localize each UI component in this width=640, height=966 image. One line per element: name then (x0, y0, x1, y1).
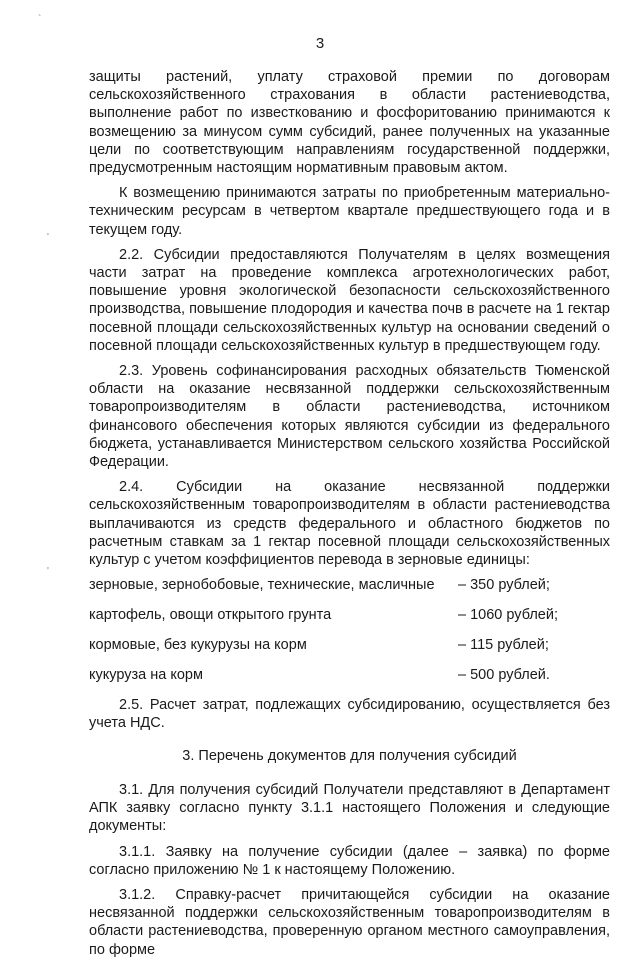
paragraph: 3.1. Для получения субсидий Получатели представляют в Департамент АПК заявку согласно пункту 3.1.1 настоящего Положения и следующие документы: (89, 781, 610, 835)
rates-list (89, 576, 610, 684)
paragraph: К возмещению принимаются затраты по приобретенным материально-техническим ресурсам в четвертом квартале предшествующего года и в текущем году. (89, 185, 610, 238)
page-number: 3 (315, 35, 325, 52)
paragraph: 2.2. Субсидии предоставляются Получателям в целях возмещения части затрат на проведение комплекса агротехнологических работ, повышение уровня экологической безопасности сельскохозяйственного производства, повышение плодородия и качества почв в расчете на 1 гектар посевной площади сельскохозяйственных культур на основании сведений о посевной площади сельскохозяйственных культур в предшествующем году. (89, 246, 610, 354)
rate-row (89, 636, 610, 654)
paragraph-2-5: 2.5. Расчет затрат, подлежащих субсидированию, осуществляется без учета НДС. (89, 697, 610, 732)
scan-mark-decoration: ' (47, 566, 49, 577)
rate-crop: картофель, овощи открытого грунта (89, 607, 332, 624)
rate-crop: кукуруза на корм (89, 667, 203, 684)
rate-value: – 500 рублей. (458, 667, 550, 684)
rate-row (89, 576, 610, 594)
paragraph-group-bottom (89, 781, 610, 959)
rate-value: – 350 рублей; (458, 577, 550, 594)
section-heading: 3. Перечень документов для получения субсидий (182, 747, 517, 764)
rate-crop: зерновые, зернобобовые, технические, масличные (89, 577, 435, 594)
paragraph: 3.1.1. Заявку на получение субсидии (далее – заявка) по форме согласно приложению № 1 к настоящему Положению. (89, 843, 610, 878)
rate-value: – 1060 рублей; (458, 607, 558, 624)
paragraph: 3.1.2. Справку-расчет причитающейся субсидии на оказание несвязанной поддержки сельскохозяйственным товаропроизводителям в области растениеводства, проверенную органом местного самоуправления, по форме (89, 886, 610, 958)
document-body (89, 68, 610, 966)
paragraph: 2.3. Уровень софинансирования расходных обязательств Тюменской области на оказание несвязанной поддержки сельскохозяйственным товаропроизводителям в области растениеводства, источником финансового обеспечения которых являются субсидии из федерального бюджета, устанавливается Министерством сельского хозяйства Российской Федерации. (89, 363, 610, 471)
paragraph: 2.4. Субсидии на оказание несвязанной поддержки сельскохозяйственным товаропроизводителям в области растениеводства выплачиваются из средств федерального и областного бюджетов по расчетным ставкам за 1 гектар посевной площади сельскохозяйственных культур с учетом коэффициентов перевода в зерновые единицы: (89, 479, 610, 569)
scan-mark-decoration: ' (47, 232, 49, 243)
rate-row (89, 666, 610, 684)
scan-mark-decoration: ` (38, 14, 42, 25)
rate-crop: кормовые, без кукурузы на корм (89, 637, 307, 654)
paragraph-group-top (89, 68, 610, 569)
rate-value: – 115 рублей; (458, 637, 549, 654)
rate-row (89, 606, 610, 624)
paragraph: защиты растений, уплату страховой премии по договорам сельскохозяйственного страхования в области растениеводства, выполнение работ по известкованию и фосфоритованию принимаются к возмещению за минусом сумм субсидий, ранее полученных на указанные цели по соответствующим направлениям государственной поддержки, предусмотренным настоящим нормативным правовым актом. (89, 69, 610, 177)
